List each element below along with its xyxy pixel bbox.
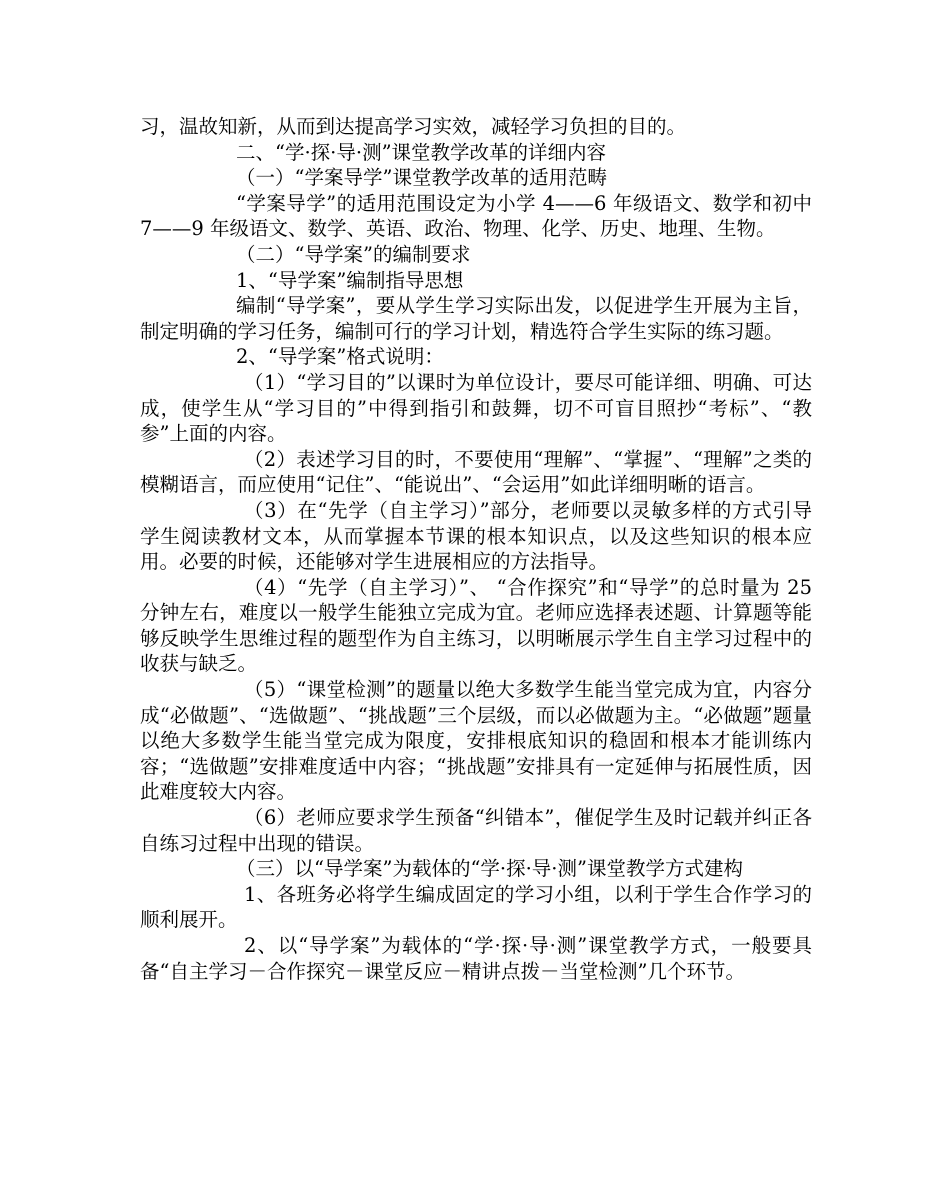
paragraph-continuation: 习，温故知新，从而到达提高学习实效，减轻学习负担的目的。 — [140, 115, 687, 138]
list-item-1: （1）“学习目的”以课时为单位设计，要尽可能详细、明确、可达成，使学生从“学习目的”中得到指引和鼓舞，切不可盲目照抄“考标”、“教参”上面的内容。 — [140, 370, 812, 446]
paragraph-scope: “学案导学”的适用范围设定为小学 4——6 年级语文、数学和初中 7——9 年级语文、数学、英语、政治、物理、化学、历史、地理、生物。 — [140, 191, 812, 241]
subsection-heading-3: （三）以“导学案”为载体的“学·探·导·测”课堂教学方式建构 — [236, 857, 743, 881]
paragraph-guideline: 编制“导学案”，要从学生学习实际出发，以促进学生开展为主旨，制定明确的学习任务，编制可行的学习计划，精选符合学生实际的练习题。 — [140, 294, 812, 343]
subsection-heading-1: （一）“学案导学”课堂教学改革的适用范畴 — [236, 166, 607, 190]
paragraph-steps: 2、以“导学案”为载体的“学·探·导·测”课堂教学方式，一般要具备“自主学习－合作探究－课堂反应－精讲点拨－当堂检测”几个环节。 — [140, 934, 812, 983]
list-item-3: （3）在“先学（自主学习）”部分，老师要以灵敏多样的方式引导学生阅读教材文本，从而掌握本节课的根本知识点，以及这些知识的根本应用。必要的时候，还能够对学生进展相应的方法指导。 — [140, 498, 812, 574]
item-heading-1: 1、“导学案”编制指导思想 — [236, 268, 464, 292]
paragraph-groups: 1、各班务必将学生编成固定的学习小组，以利于学生合作学习的顺利展开。 — [140, 882, 812, 932]
document-body — [140, 114, 812, 984]
section-heading-2: 二、“学·探·导·测”课堂教学改革的详细内容 — [236, 140, 607, 164]
list-item-4: （4）“先学（自主学习）”、 “合作探究”和“导学”的总时量为 25 分钟左右，难度以一般学生能独立完成为宜。老师应选择表述题、计算题等能够反映学生思维过程的题型作为自主练习，以明晰展示学生自主学习过程中的收获与缺乏。 — [140, 575, 812, 676]
list-item-2: （2）表述学习目的时，不要使用“理解”、“掌握”、“理解”之类的模糊语言，而应使用“记住”、“能说出”、“会运用”如此详细明晰的语言。 — [140, 447, 812, 497]
list-item-5: （5）“课堂检测”的题量以绝大多数学生能当堂完成为宜，内容分成“必做题”、“选做题”、“挑战题”三个层级，而以必做题为主。“必做题”题量以绝大多数学生能当堂完成为限度，安排根底知识的稳固和根本才能训练内容；“选做题”安排难度适中内容；“挑战题”安排具有一定延伸与拓展性质，因此难度较大内容。 — [140, 678, 812, 804]
subsection-heading-2: （二）“导学案”的编制要求 — [236, 242, 471, 266]
list-item-6: （6）老师应要求学生预备“纠错本”，催促学生及时记载并纠正各自练习过程中出现的错误。 — [140, 806, 812, 855]
item-heading-2: 2、“导学案”格式说明： — [236, 345, 444, 369]
